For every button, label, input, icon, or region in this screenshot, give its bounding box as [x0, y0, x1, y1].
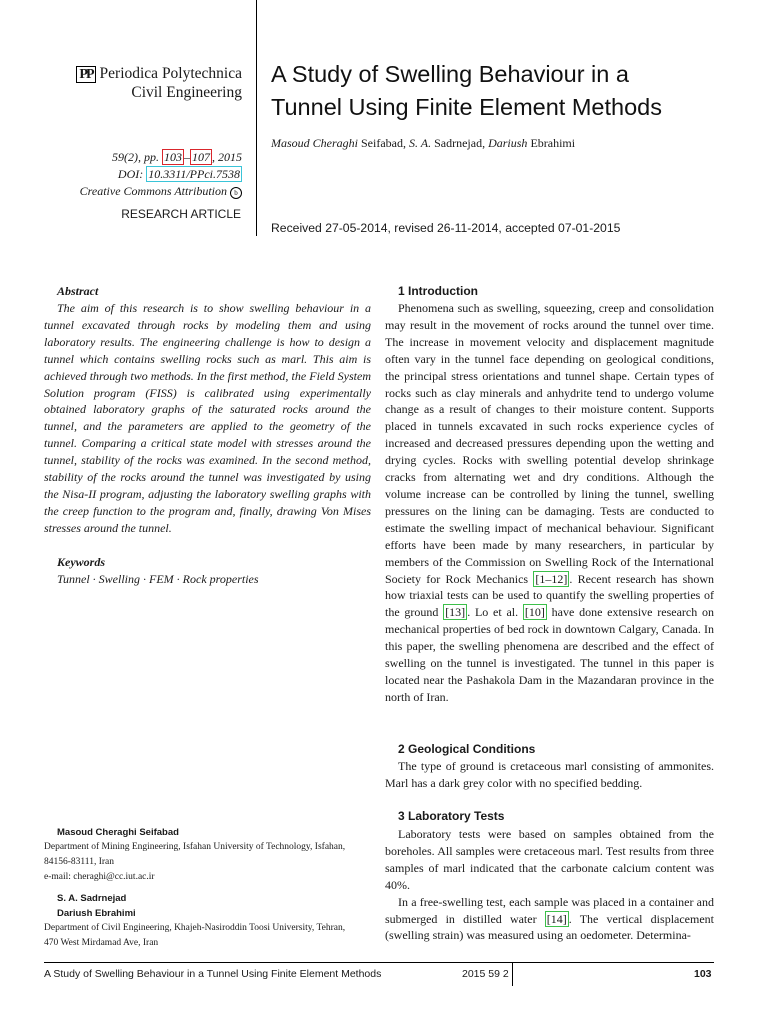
abstract-body: The aim of this research is to show swelling behaviour in a tunnel excavated through rocks by modeling them and using laboratory results. The engineering challenge is how to design a tunnel which contains swelling rocks such as marl. This aim is achieved through two methods. In the first method, the Field System Solution program (FISS) is calibrated using experimentally obtained laboratory graphs of the saturated rocks around the tunnel, and the parameters are applied to the geometry of the tunnel. Comparing a critical state model with stresses around the tunnel, stability of the rocks was examined. In the second method, stability of the rocks around the tunnel was investigated by using the Nisa-II program, adjusting the laboratory swelling graphs with the creep function to the program and, finally, drawing Von Mises stresses around the tunnel. — [44, 301, 371, 535]
citation-link[interactable]: [10] — [524, 605, 545, 620]
journal-name-line2: Civil Engineering — [131, 84, 242, 101]
page-end-link[interactable]: 107 — [192, 150, 210, 164]
s3-text-b: In a free-swelling test, each sample was placed in a container and submerged in distilled water — [385, 894, 714, 926]
author2-last: Sadrnejad, — [431, 136, 489, 150]
affiliation-dept-1-line2: 84156-83111, Iran — [44, 857, 115, 867]
doi-link[interactable]: 10.3311/PPci.7538 — [148, 167, 240, 181]
title-line2: Tunnel Using Finite Element Methods — [271, 94, 662, 120]
citation-link[interactable]: [1–12] — [535, 571, 568, 586]
page-separator: – — [184, 150, 190, 164]
page-start-link[interactable]: 103 — [164, 150, 182, 164]
license-text: Creative Commons Attribution — [79, 184, 230, 198]
title-line1: A Study of Swelling Behaviour in a — [271, 61, 629, 87]
affiliation-name-2: S. A. Sadrnejad — [57, 893, 127, 904]
author1-last: Seifabad, — [358, 136, 409, 150]
section-3-body — [385, 826, 714, 944]
affiliation-email-1: e-mail: cheraghi@cc.iut.ac.ir — [44, 872, 155, 882]
affiliation-name-1: Masoud Cheraghi Seifabad — [57, 827, 179, 838]
s3-text-c: . The vertical displacement (swelling strain) was measured using an oedometer. Determina- — [385, 911, 714, 943]
s1-text-c: . Lo et al. — [467, 605, 523, 620]
s1-text-b: . Recent research has shown how triaxial tests can be used to quantify the swelling properties of the ground — [385, 571, 714, 620]
abstract-text — [44, 300, 371, 537]
journal-name — [44, 64, 242, 102]
footer-page-number: 103 — [694, 968, 712, 980]
doi-line — [44, 166, 242, 183]
author3-last: Ebrahimi — [527, 136, 576, 150]
keywords-heading: Keywords — [57, 555, 105, 569]
author2-first: S. A. — [408, 136, 432, 150]
author-list — [271, 136, 741, 151]
section-1-body — [385, 300, 714, 706]
received-dates: Received 27-05-2014, revised 26-11-2014, accepted 07-01-2015 — [271, 221, 621, 235]
affiliation-dept-2-line1: Department of Civil Engineering, Khajeh-Nasiroddin Toosi University, Tehran, — [44, 923, 346, 933]
section-2-heading: 2 Geological Conditions — [398, 742, 536, 756]
footer-running-title: A Study of Swelling Behaviour in a Tunnel Using Finite Element Methods — [44, 968, 382, 980]
journal-logo-icon: PP — [76, 66, 95, 83]
section-1-heading: 1 Introduction — [398, 284, 478, 298]
volume-pages — [44, 149, 242, 166]
year: , 2015 — [212, 150, 242, 164]
s1-text-d: have done extensive research on mechanical properties of bed rock in downtown Calgary, Canada. In this paper, the swelling phenomena are described and the effect of swelling on the tunnel is investigated. The tunnel in this paper is located near the Pashakola Dam in the Mazandaran province in the north of Iran. — [385, 605, 714, 704]
author1-first: Masoud Cheraghi — [271, 136, 358, 150]
article-title — [271, 58, 741, 124]
affiliation-dept-2-line2: 470 West Mirdamad Ave, Iran — [44, 938, 159, 948]
s2-text: The type of ground is cretaceous marl consisting of ammonites. Marl has a dark grey color with no specified bedding. — [385, 759, 714, 790]
license-line — [44, 183, 242, 200]
footer-issue: 2015 59 2 — [462, 968, 509, 980]
s3-paragraph-1 — [385, 826, 714, 894]
doi-prefix: DOI: — [117, 167, 147, 181]
footer-divider-line — [512, 962, 513, 986]
citation-link[interactable]: [13] — [445, 605, 466, 620]
header-divider-line — [256, 0, 257, 236]
abstract-heading: Abstract — [57, 284, 99, 298]
affiliation-block-2 — [44, 891, 374, 951]
volume-prefix: 59(2), pp. — [112, 150, 162, 164]
affiliation-name-3: Dariush Ebrahimi — [57, 908, 136, 919]
s3-text-a: Laboratory tests were based on samples obtained from the boreholes. All samples were cretaceous marl. Test results from three samples of marl indicated that the carbonate calcium content was 40%. — [385, 827, 714, 892]
article-type: RESEARCH ARTICLE — [121, 207, 241, 221]
section-2-body — [385, 758, 714, 792]
keywords-list: Tunnel · Swelling · FEM · Rock properties — [57, 572, 259, 586]
affiliation-dept-1-line1: Department of Mining Engineering, Isfahan University of Technology, Isfahan, — [44, 842, 346, 852]
cc-by-icon: b — [230, 187, 242, 199]
journal-name-line1: Periodica Polytechnica — [99, 65, 242, 82]
section-3-heading: 3 Laboratory Tests — [398, 809, 505, 823]
affiliation-block-1 — [44, 825, 374, 885]
s1-text-a: Phenomena such as swelling, squeezing, creep and consolidation may result in the movement of rocks around the tunnel over time. The increase in movement velocity and displacement magnitude often vary in the tunnel face depending on geological conditions, the principal stress orientations and tunnel shape. Certain types of rocks such as clay minerals and anhydrite tend to undergo volume change as a result of changes to their moisture content. Supports placed in tunnels excavated in such rocks experience cycles of increased and decreased pressures depending upon the wetting and drying cycles. Rocks with swelling potential develop shrinkage cracks from alternating wet and dry conditions. Although the volume increase can be controlled by lining the tunnel, swelling pressures on the lining can be damaging. Tests are conducted to estimate the swelling impact of mechanical behaviour. Significant efforts have been made by many researchers, in particular by members of the Commission on Swelling Rock of the International Society for Rock Mechanics — [385, 301, 714, 586]
s3-paragraph-2 — [385, 894, 714, 945]
author3-first: Dariush — [488, 136, 528, 150]
citation-link[interactable]: [14] — [546, 911, 567, 926]
footer-top-rule — [44, 962, 714, 963]
article-meta — [44, 149, 242, 200]
